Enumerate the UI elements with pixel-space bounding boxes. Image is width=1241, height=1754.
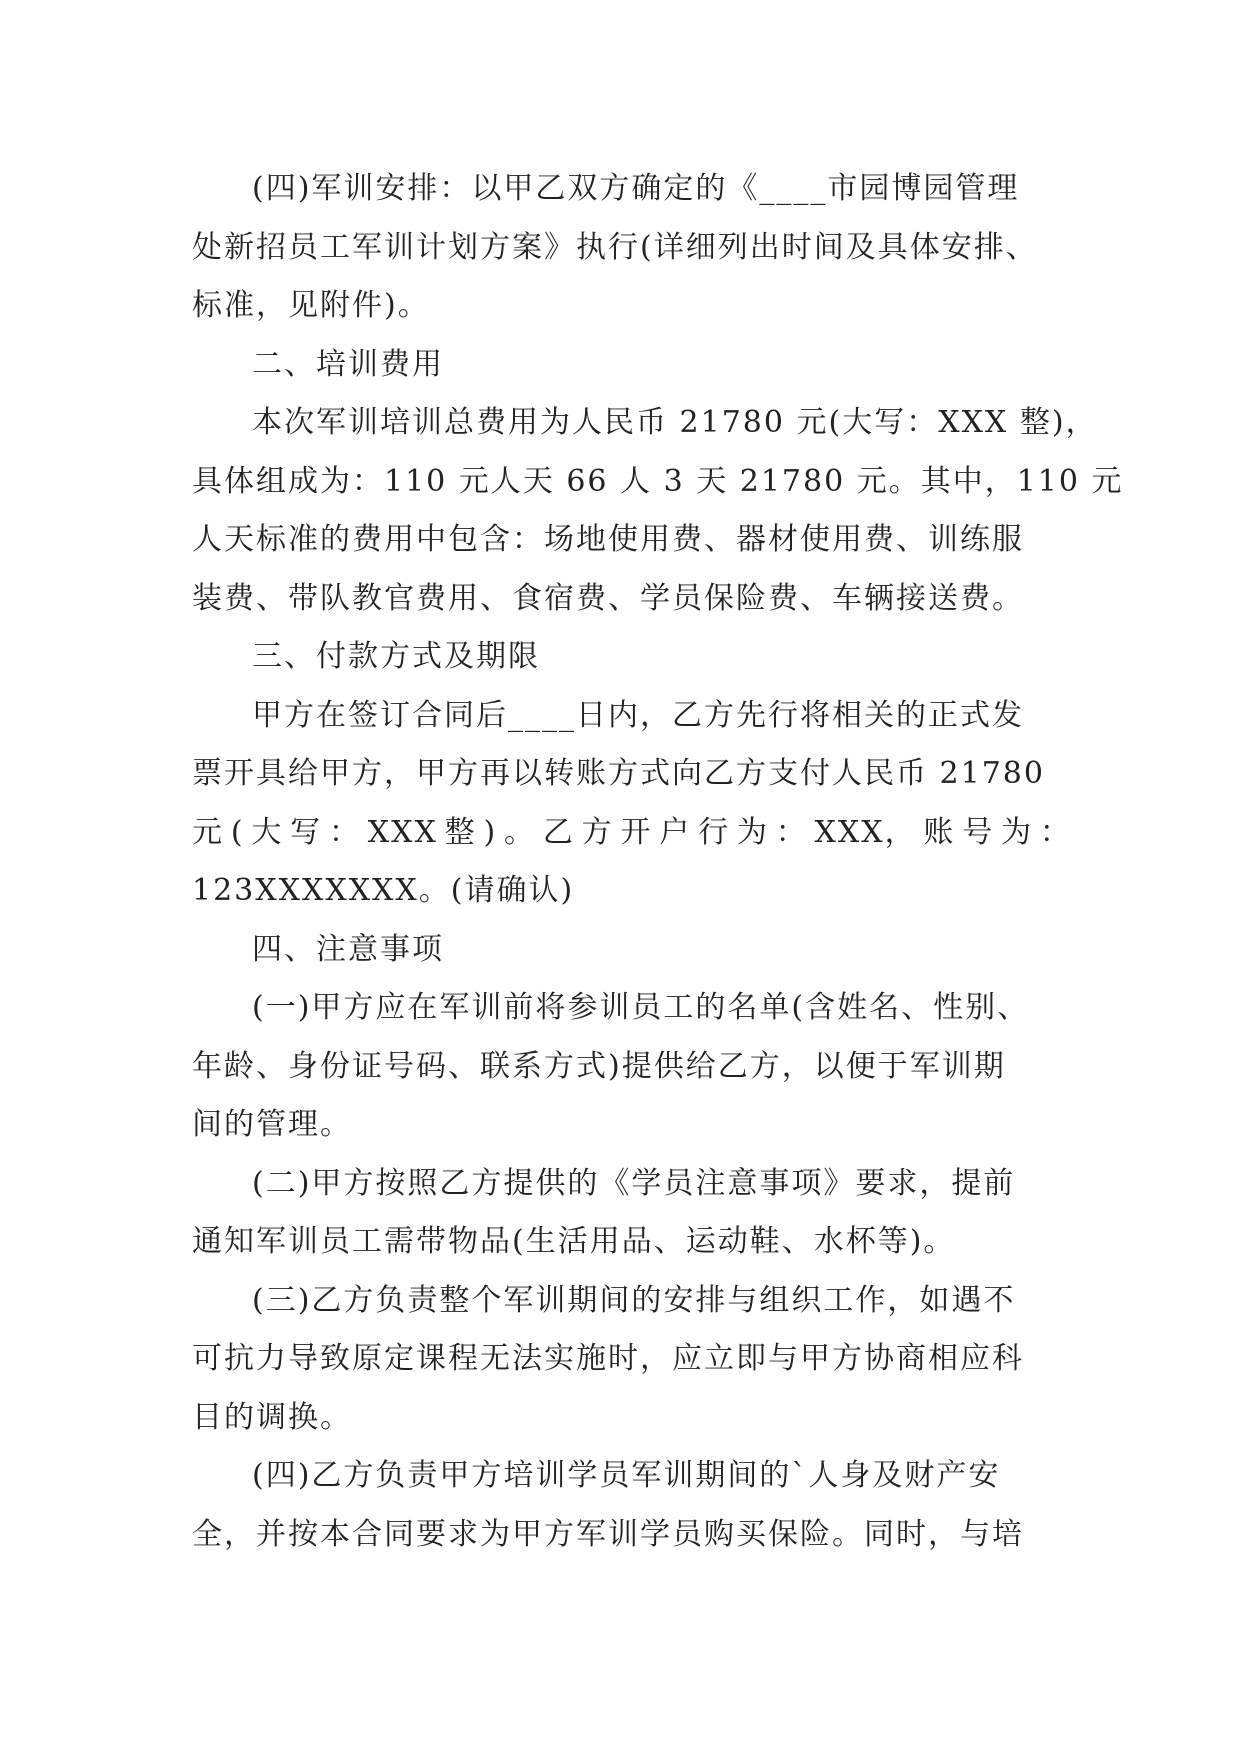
- text-line: 年龄、身份证号码、联系方式)提供给乙方，以便于军训期: [192, 1048, 1006, 1084]
- text-line: 标准，见附件)。: [192, 288, 430, 323]
- text-line: 123XXXXXXX。(请确认): [192, 873, 575, 908]
- text-line: (四)军训安排：以甲乙双方确定的《____市园博园管理: [252, 171, 1020, 206]
- text-line: 四、注意事项: [252, 931, 444, 967]
- text-line: (二)甲方按照乙方提供的《学员注意事项》要求，提前: [252, 1165, 1016, 1201]
- text-line: 通知军训员工需带物品(生活用品、运动鞋、水杯等)。: [192, 1224, 956, 1259]
- paragraph: [192, 921, 1072, 980]
- paragraph: [192, 1447, 1072, 1564]
- text-token: 大: [251, 814, 284, 850]
- text-line: 三、付款方式及期限: [252, 639, 540, 674]
- text-token: ：: [775, 814, 808, 850]
- text-line: 处新招员工军训计划方案》执行(详细列出时间及具体安排、: [192, 229, 1038, 265]
- text-line: 全，并按本合同要求为甲方军训学员购买保险。同时，与培: [192, 1516, 1024, 1552]
- paragraph: [192, 1272, 1072, 1448]
- paragraph: [192, 394, 1124, 628]
- text-token: ：: [328, 814, 361, 850]
- text-line: (一)甲方应在军训前将参训员工的名单(含姓名、性别、: [252, 990, 1030, 1025]
- text-token: 写: [290, 814, 323, 850]
- text-line: 甲方在签订合同后____日内，乙方先行将相关的正式发: [252, 697, 1024, 733]
- text-token: ：: [1039, 814, 1072, 850]
- paragraph: [192, 336, 1072, 395]
- text-token: (: [230, 814, 245, 850]
- text-token: 号: [962, 814, 995, 850]
- text-token: 为: [736, 814, 769, 850]
- text-line: 二、培训费用: [252, 346, 444, 382]
- text-line: (三)乙方负责整个军训期间的安排与组织工作，如遇不: [252, 1282, 1016, 1318]
- text-token: 乙: [542, 814, 575, 850]
- text-token: XXX，: [814, 814, 917, 850]
- text-line: (四)乙方负责甲方培训学员军训期间的`人身及财产安: [252, 1458, 1001, 1493]
- paragraph: [192, 1155, 1072, 1272]
- paragraph: [192, 160, 1072, 336]
- paragraph: [192, 979, 1072, 1155]
- text-line: 可抗力导致原定课程无法实施时，应立即与甲方协商相应科: [192, 1341, 1024, 1376]
- text-token: 行: [698, 814, 731, 850]
- text-token: 户: [659, 814, 692, 850]
- text-token: ): [483, 814, 498, 850]
- text-token: XXX: [367, 814, 438, 850]
- text-line: 人天标准的费用中包含：场地使用费、器材使用费、训练服: [192, 522, 1024, 557]
- text-line: 装费、带队教官费用、食宿费、学员保险费、车辆接送费。: [192, 580, 1024, 616]
- text-token: 整: [444, 814, 477, 850]
- text-token: 方: [581, 814, 614, 850]
- text-line: 间的管理。: [192, 1107, 352, 1142]
- text-token: 账: [923, 814, 956, 850]
- text-line: 票开具给甲方，甲方再以转账方式向乙方支付人民币 21780: [192, 756, 1045, 791]
- paragraph: [192, 628, 1072, 687]
- text-line: 目的调换。: [192, 1399, 352, 1435]
- text-token: 开: [620, 814, 653, 850]
- document-body: [192, 160, 1124, 1564]
- text-token: 元: [192, 814, 224, 850]
- text-line: [192, 804, 1072, 863]
- text-token: 。: [504, 814, 537, 850]
- text-line: 本次军训培训总费用为人民币 21780 元(大写：XXX 整)，: [252, 405, 1098, 440]
- paragraph: [192, 687, 1072, 921]
- text-line: 具体组成为：110 元人天 66 人 3 天 21780 元。其中，110 元: [192, 463, 1124, 499]
- text-token: 为: [1001, 814, 1034, 850]
